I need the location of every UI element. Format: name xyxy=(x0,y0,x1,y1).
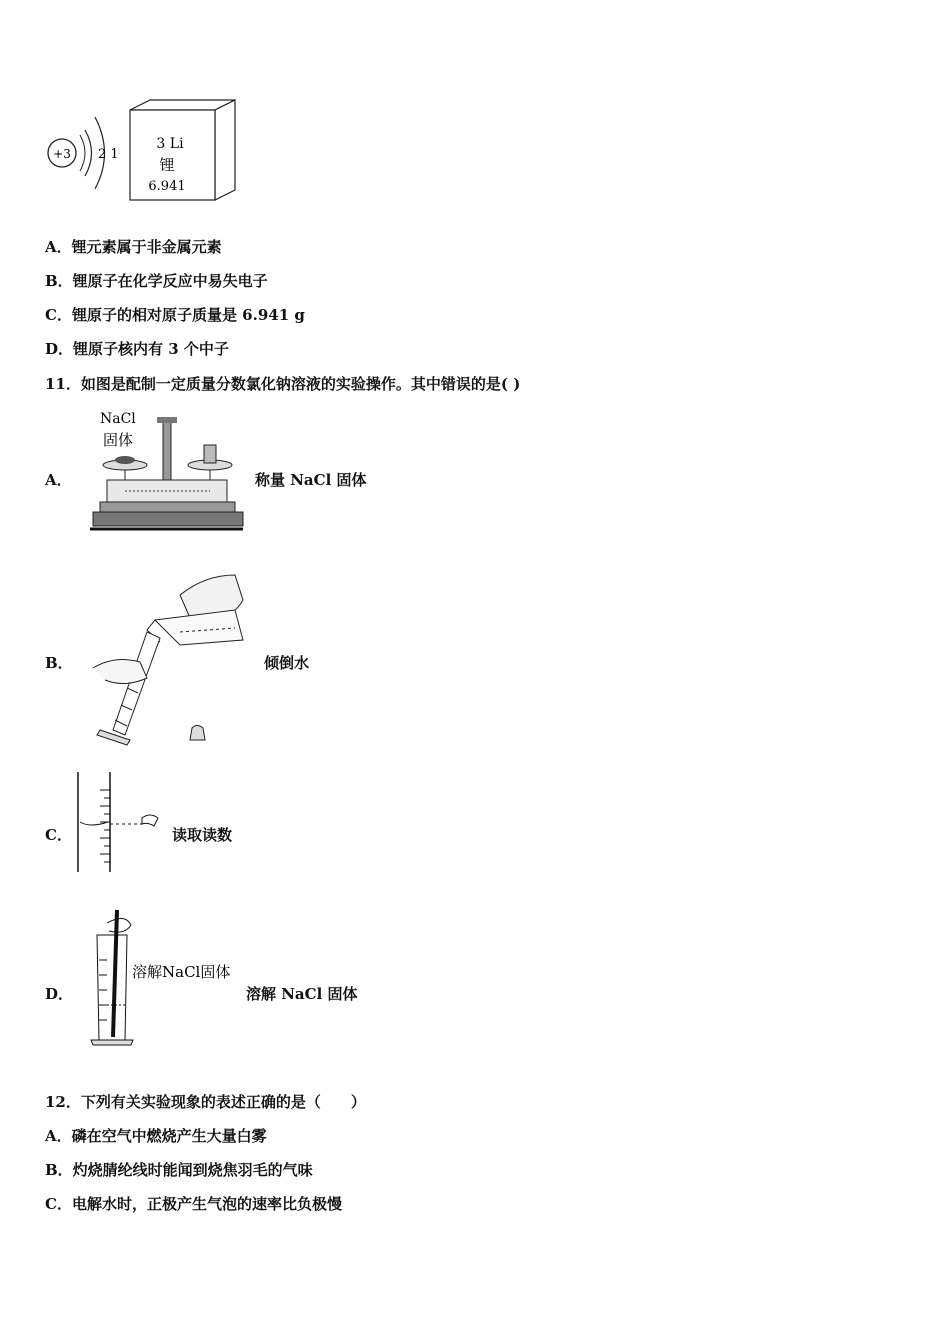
reading-svg xyxy=(70,770,170,875)
dissolving-svg xyxy=(85,905,245,1050)
pouring-figure xyxy=(85,570,255,750)
dissolving-figure xyxy=(85,905,245,1050)
q11-option-a-caption: 称量 NaCl 固体 xyxy=(255,471,367,489)
dissolve-label: 溶解NaCl固体 xyxy=(132,963,231,981)
q12-option-c: C．电解水时，正极产生气泡的速率比负极慢 xyxy=(45,1195,342,1213)
q12-option-a: A．磷在空气中燃烧产生大量白雾 xyxy=(45,1127,267,1145)
shell-electrons: 2 1 xyxy=(98,147,119,162)
hand-bottom xyxy=(93,660,147,684)
q12-stem: 12．下列有关实验现象的表述正确的是（ ） xyxy=(45,1093,366,1111)
nacl-pile xyxy=(115,456,135,464)
pouring-svg xyxy=(85,570,255,750)
shell-arc-0 xyxy=(80,135,85,171)
q10-option-c: C．锂原子的相对原子质量是 6.941 g xyxy=(45,306,305,324)
balance-label-solid: 固体 xyxy=(103,431,134,449)
q12-option-b: B．灼烧腈纶线时能闻到烧焦羽毛的气味 xyxy=(45,1161,313,1179)
balance-foot xyxy=(93,512,243,526)
q11-option-a-label: A． xyxy=(45,471,72,489)
card-side xyxy=(215,100,235,200)
card-atomic-mass: 6.941 xyxy=(148,179,186,194)
q11-option-c-caption: 读取读数 xyxy=(172,826,233,844)
q11-option-c-label: C． xyxy=(45,826,72,844)
balance-figure xyxy=(85,405,250,535)
reading-figure xyxy=(70,770,170,875)
bottle xyxy=(155,610,243,645)
eye-icon xyxy=(142,815,158,826)
q11-option-d-label: D． xyxy=(45,985,74,1003)
shell-arc-1 xyxy=(85,130,92,176)
stopper xyxy=(190,726,205,741)
q11-option-b-caption: 倾倒水 xyxy=(264,654,310,672)
pillar xyxy=(163,420,171,480)
cylinder-foot xyxy=(91,1040,133,1045)
card-element-name: 锂 xyxy=(159,156,175,174)
q10-option-d: D．锂原子核内有 3 个中子 xyxy=(45,340,229,358)
balance-label-nacl: NaCl xyxy=(100,411,136,427)
balance-svg xyxy=(85,405,250,535)
balance-base xyxy=(100,502,235,512)
card-number-symbol: 3 Li xyxy=(156,136,184,152)
weight xyxy=(204,445,216,463)
q11-stem: 11．如图是配制一定质量分数氯化钠溶液的实验操作。其中错误的是( ) xyxy=(45,375,521,393)
q10-option-b: B．锂原子在化学反应中易失电子 xyxy=(45,272,268,290)
pillar-top xyxy=(157,417,177,423)
lithium-figure-svg xyxy=(40,95,240,210)
lithium-figure xyxy=(40,95,240,210)
scale-ticks xyxy=(100,790,110,862)
nucleus-charge: +3 xyxy=(53,147,71,161)
q11-option-d-caption: 溶解 NaCl 固体 xyxy=(246,985,358,1003)
q10-option-a: A．锂元素属于非金属元素 xyxy=(45,238,222,256)
stir-arrow xyxy=(107,918,131,932)
q11-option-b-label: B． xyxy=(45,654,73,672)
